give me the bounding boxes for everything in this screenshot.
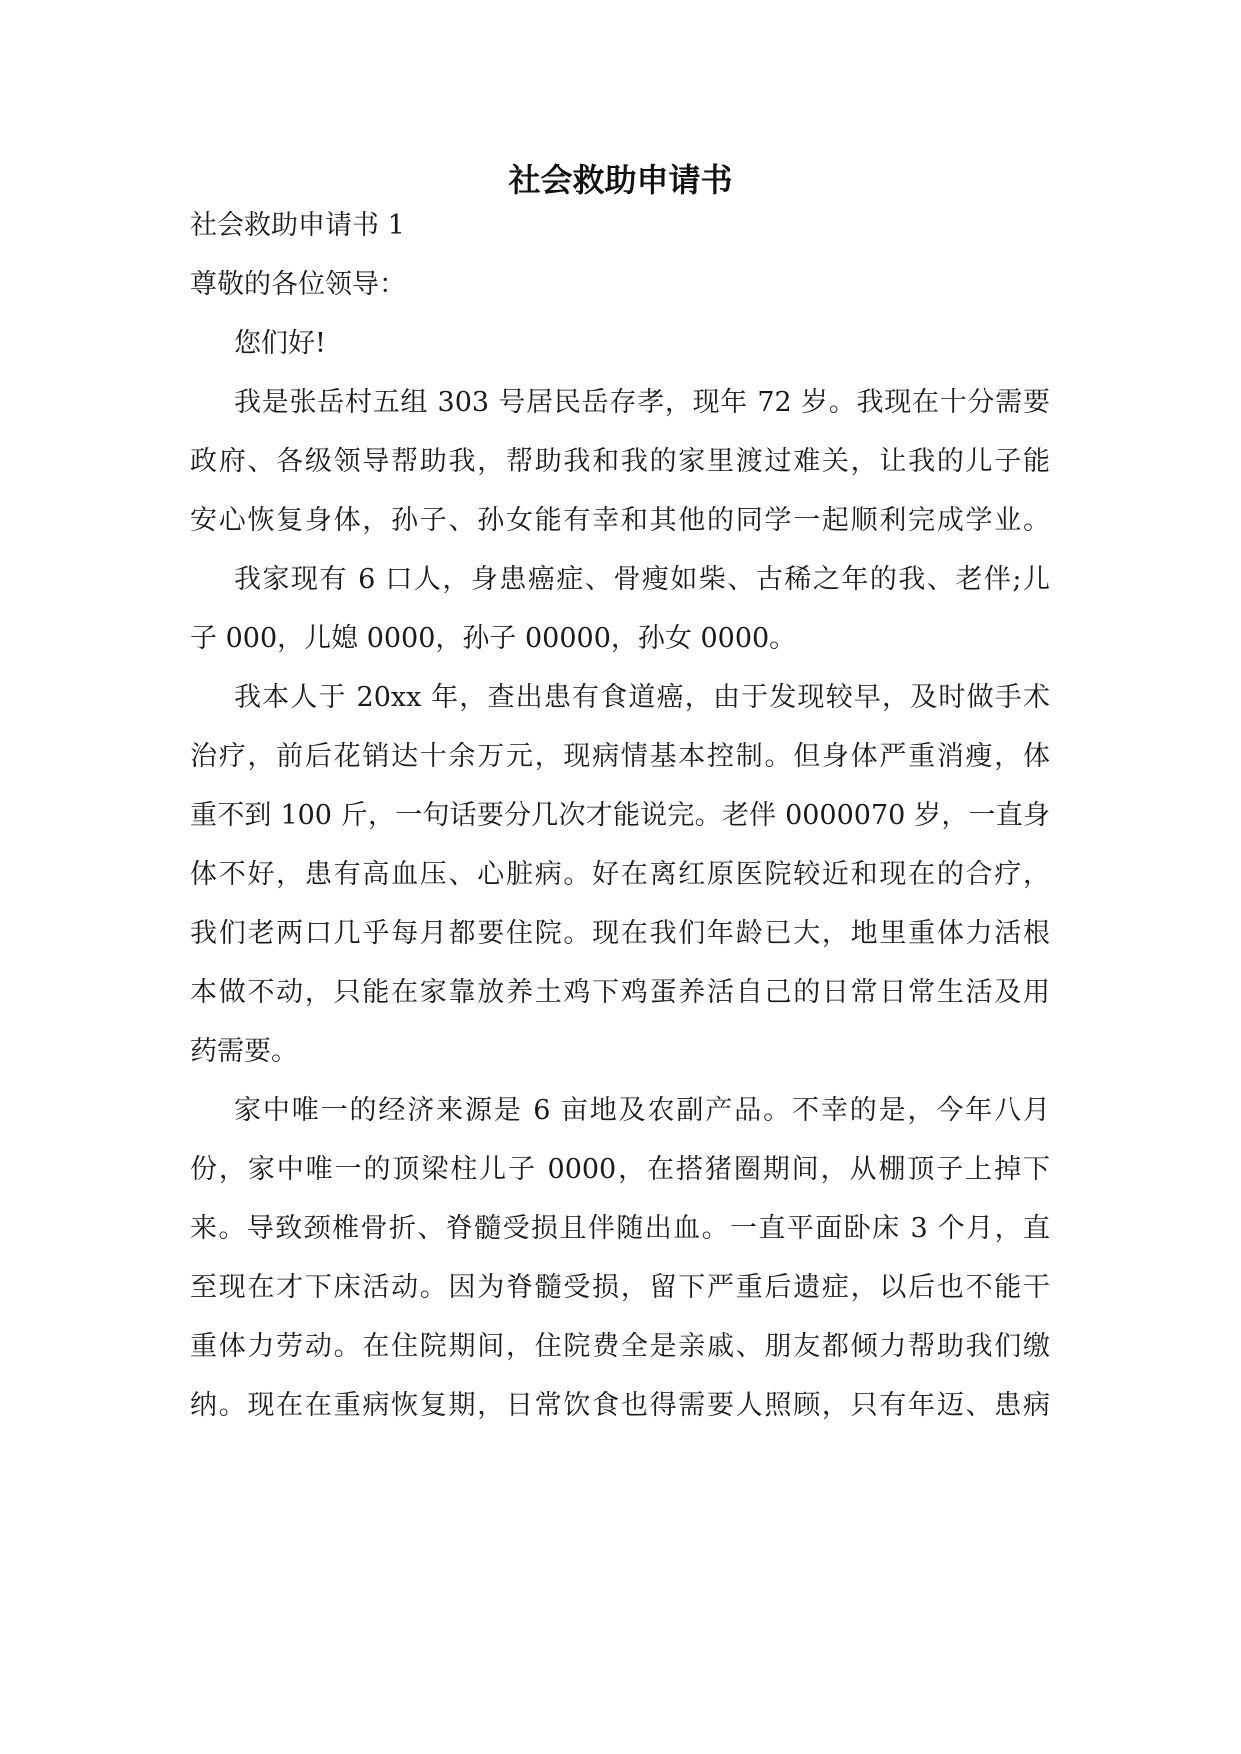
paragraph-line: 我家现有 6 口人，身患癌症、骨瘦如柴、古稀之年的我、老伴;儿 — [234, 564, 1050, 595]
paragraph-line: 重不到 100 斤，一句话要分几次才能说完。老伴 0000070 岁，一直身 — [190, 800, 1050, 831]
paragraph-line: 份，家中唯一的顶梁柱儿子 0000，在搭猪圈期间，从棚顶子上掉下 — [190, 1154, 1050, 1185]
paragraph-line: 体不好，患有高血压、心脏病。好在离红原医院较近和现在的合疗， — [190, 859, 1050, 890]
paragraph-line: 来。导致颈椎骨折、脊髓受损且伴随出血。一直平面卧床 3 个月，直 — [190, 1213, 1050, 1244]
paragraph-line: 家中唯一的经济来源是 6 亩地及农副产品。不幸的是，今年八月 — [234, 1095, 1050, 1126]
salutation: 尊敬的各位领导： — [190, 269, 406, 300]
document-title: 社会救助申请书 — [508, 161, 733, 199]
paragraph-line: 药需要。 — [190, 1036, 298, 1067]
paragraph-line: 安心恢复身体，孙子、孙女能有幸和其他的同学一起顺利完成学业。 — [190, 505, 1050, 536]
greeting: 您们好! — [234, 328, 326, 359]
paragraph-line: 我是张岳村五组 303 号居民岳存孝，现年 72 岁。我现在十分需要 — [234, 387, 1050, 418]
document-subtitle: 社会救助申请书 1 — [190, 210, 405, 241]
paragraph-line: 本做不动，只能在家靠放养土鸡下鸡蛋养活自己的日常日常生活及用 — [190, 977, 1050, 1008]
paragraph-line: 重体力劳动。在住院期间，住院费全是亲戚、朋友都倾力帮助我们缴 — [190, 1331, 1050, 1362]
paragraph-line: 我们老两口几乎每月都要住院。现在我们年龄已大，地里重体力活根 — [190, 918, 1050, 949]
paragraph-line: 子 000，儿媳 0000，孙子 00000，孙女 0000。 — [190, 623, 797, 654]
paragraph-line: 治疗，前后花销达十余万元，现病情基本控制。但身体严重消瘦，体 — [190, 741, 1050, 772]
paragraph-line: 政府、各级领导帮助我，帮助我和我的家里渡过难关，让我的儿子能 — [190, 446, 1050, 477]
paragraph-line: 我本人于 20xx 年，查出患有食道癌，由于发现较早，及时做手术 — [234, 682, 1050, 713]
paragraph-line: 至现在才下床活动。因为脊髓受损，留下严重后遗症，以后也不能干 — [190, 1272, 1050, 1303]
paragraph-line: 纳。现在在重病恢复期，日常饮食也得需要人照顾，只有年迈、患病 — [190, 1390, 1050, 1421]
